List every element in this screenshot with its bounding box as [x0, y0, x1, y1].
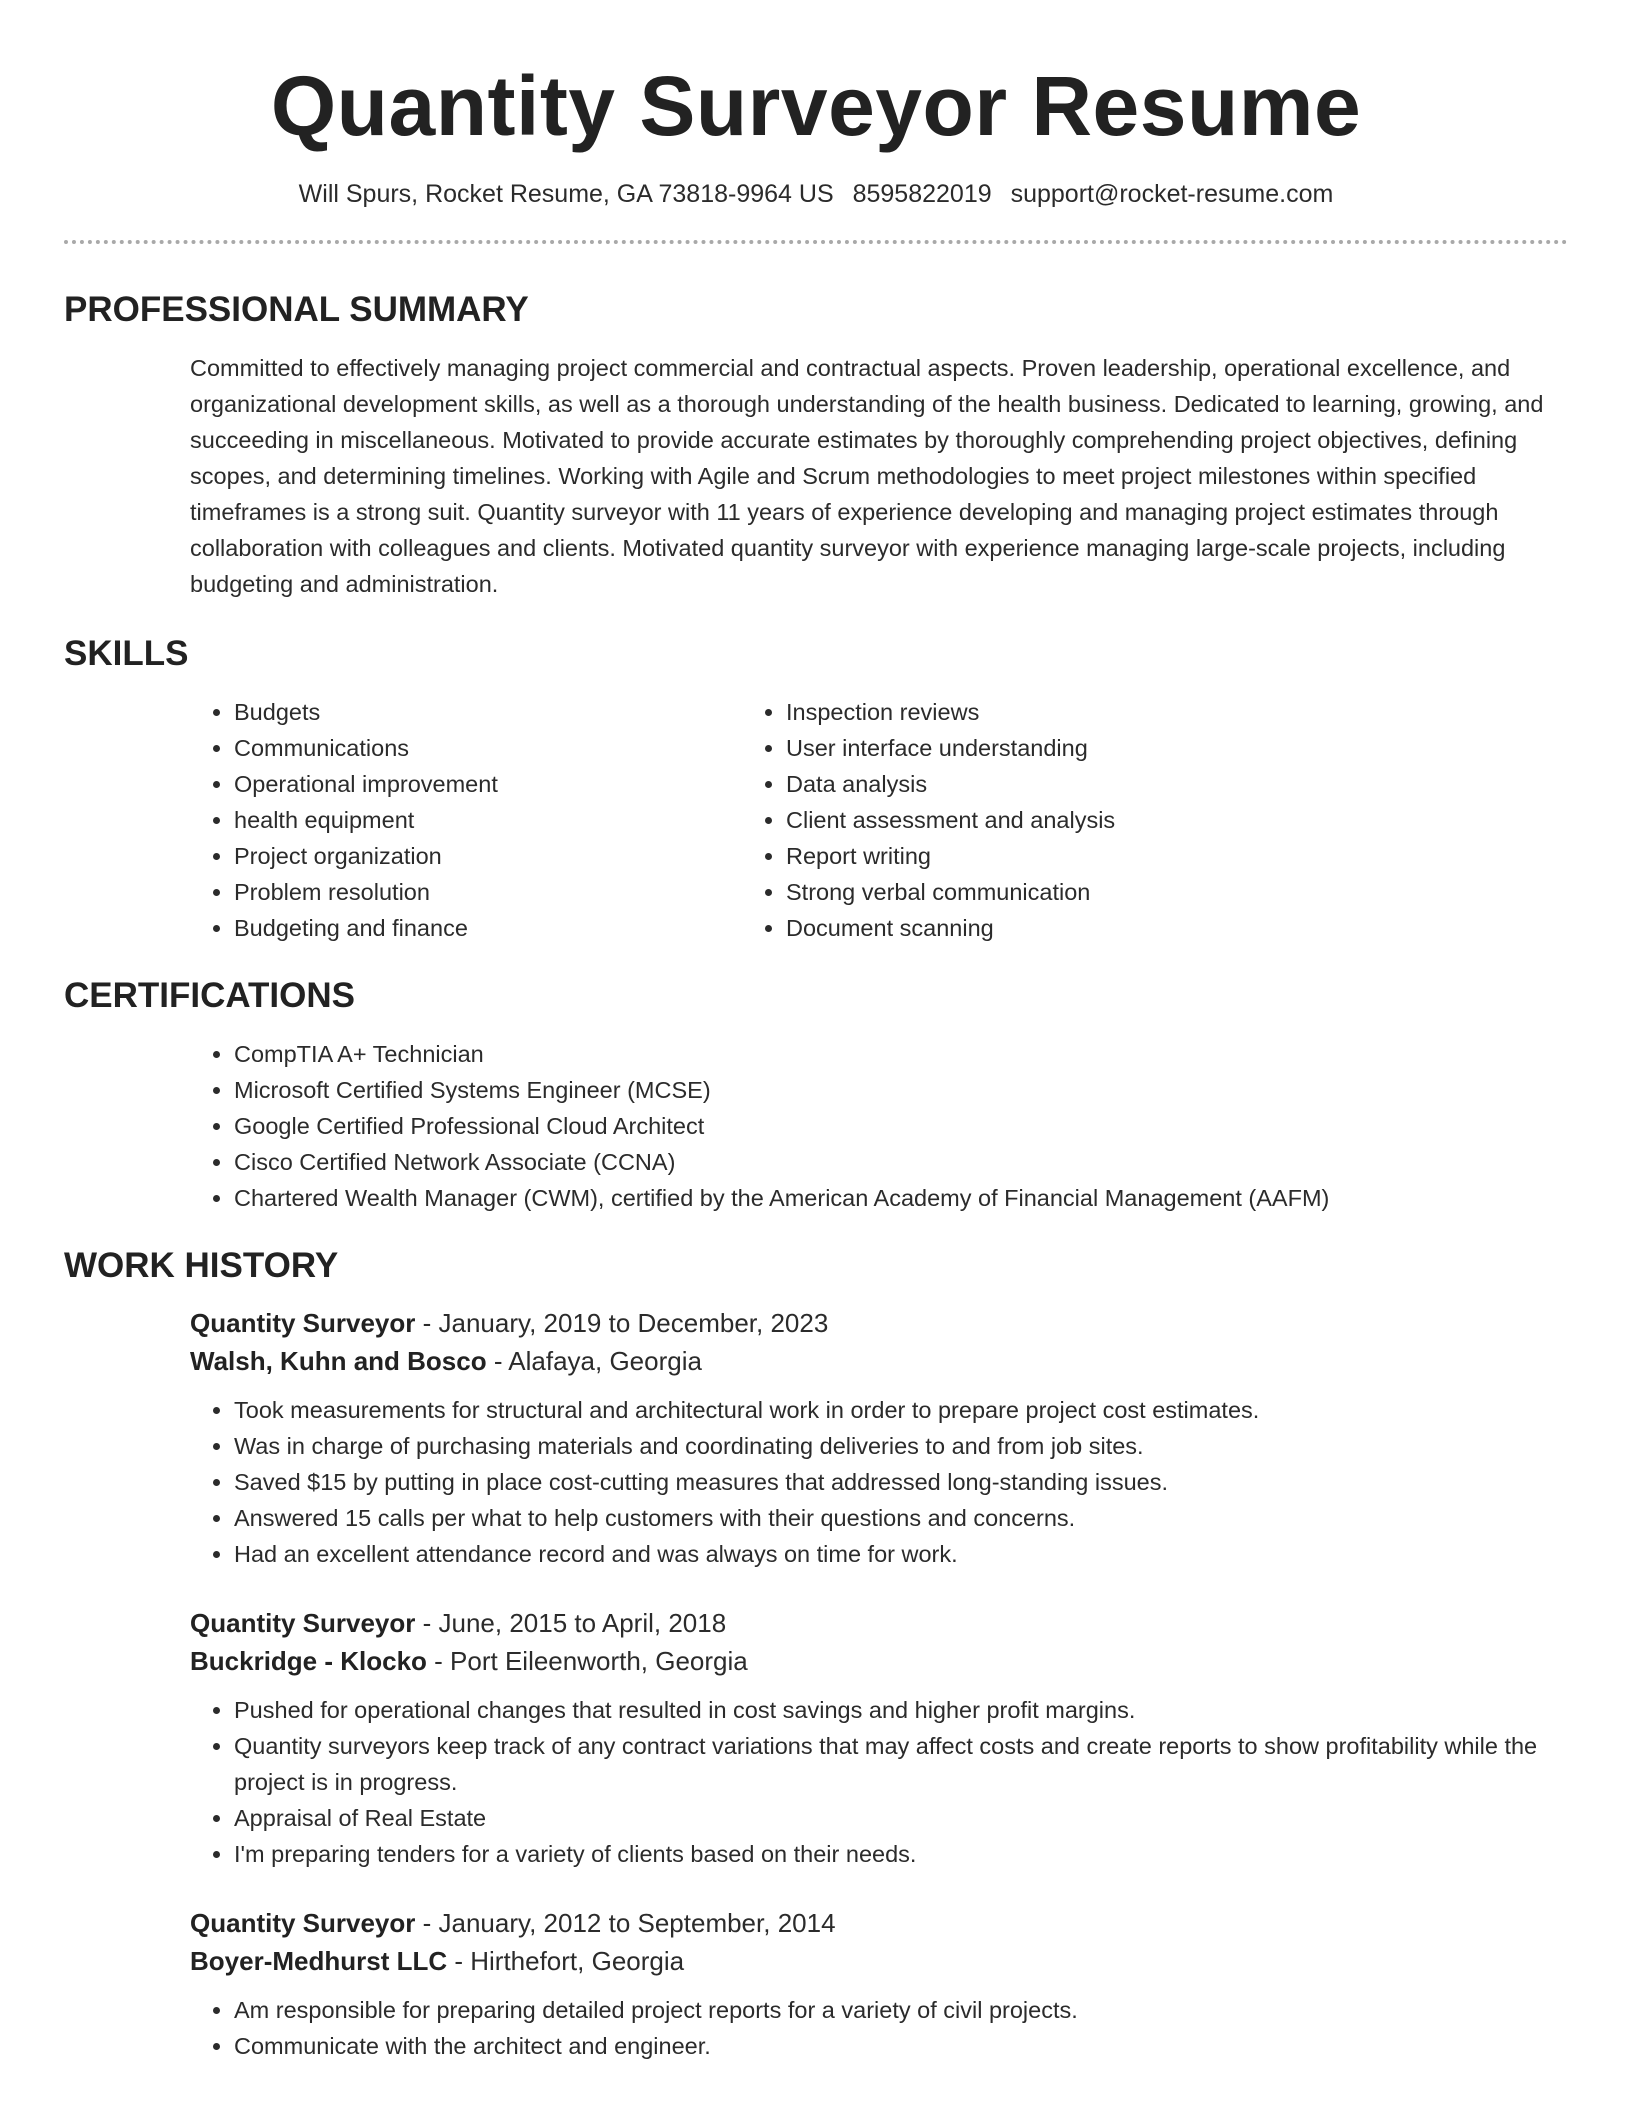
resume-title: Quantity Surveyor Resume [270, 59, 1362, 153]
skill-item: • Project organization [234, 838, 744, 874]
certification-item: • Chartered Wealth Manager (CWM), certified by the American Academy of Financial Management (AAFM) [234, 1180, 1568, 1216]
job-company: Walsh, Kuhn and Bosco [190, 1346, 487, 1376]
job-bullet: • Quantity surveyors keep track of any contract variations that may affect costs and create reports to show profitability while the project is in progress. [234, 1728, 1568, 1800]
job-company-line [190, 1642, 1568, 1680]
section-title-certifications: CERTIFICATIONS [64, 976, 356, 1015]
job-entry [64, 1904, 1568, 2064]
skill-item: • Budgets [234, 694, 744, 730]
skill-item: • Data analysis [786, 766, 1115, 802]
contact-phone: 8595822019 [852, 180, 992, 208]
job-dates: - January, 2019 to December, 2023 [415, 1308, 829, 1338]
job-title-line [190, 1904, 1568, 1942]
skill-item: • health equipment [234, 802, 744, 838]
job-company: Boyer-Medhurst LLC [190, 1946, 448, 1976]
certification-item: • Cisco Certified Network Associate (CCNA) [234, 1144, 1568, 1180]
certification-item: • Google Certified Professional Cloud Architect [234, 1108, 1568, 1144]
job-entry [64, 1304, 1568, 1572]
summary-text: Committed to effectively managing project commercial and contractual aspects. Proven leadership, operational excellence, and organizational development skills, as well as a thorough understanding of the health business. Dedicated to learning, growing, and succeeding in miscellaneous. Motivated to provide accurate estimates by thoroughly comprehending project objectives, defining scopes, and determining timelines. Working with Agile and Scrum methodologies to meet project milestones within specified timeframes is a strong suit. Quantity surveyor with 11 years of experience developing and managing project estimates through collaboration with colleagues and clients. Motivated quantity surveyor with experience managing large-scale projects, including budgeting and administration. [190, 355, 1544, 597]
job-title: Quantity Surveyor [190, 1608, 416, 1638]
job-bullet: • Appraisal of Real Estate [234, 1800, 1568, 1836]
skill-item: • Client assessment and analysis [786, 802, 1115, 838]
job-dates: - June, 2015 to April, 2018 [415, 1608, 727, 1638]
certification-item: • Microsoft Certified Systems Engineer (MCSE) [234, 1072, 1568, 1108]
section-title-skills: SKILLS [64, 634, 189, 673]
job-bullet: • Answered 15 calls per what to help customers with their questions and concerns. [234, 1500, 1568, 1536]
skill-item: • Document scanning [786, 910, 1115, 946]
job-title-line [190, 1304, 1568, 1342]
job-bullets [64, 1692, 1568, 1872]
job-bullet: • Communicate with the architect and engineer. [234, 2028, 1568, 2064]
skill-item: • Communications [234, 730, 744, 766]
job-dates: - January, 2012 to September, 2014 [415, 1908, 836, 1938]
skill-item: • Inspection reviews [786, 694, 1115, 730]
job-bullet: • Was in charge of purchasing materials and coordinating deliveries to and from job sites. [234, 1428, 1568, 1464]
skill-item: • Strong verbal communication [786, 874, 1115, 910]
job-bullet: • Saved $15 by putting in place cost-cutting measures that addressed long-standing issues. [234, 1464, 1568, 1500]
skill-item: • Operational improvement [234, 766, 744, 802]
certification-item: • CompTIA A+ Technician [234, 1036, 1568, 1072]
job-location: - Port Eileenworth, Georgia [426, 1646, 748, 1676]
resume-page [64, 0, 1568, 2064]
job-bullets [64, 1992, 1568, 2064]
contact-email: support@rocket-resume.com [1010, 180, 1334, 208]
job-bullet: • Took measurements for structural and architectural work in order to prepare project cost estimates. [234, 1392, 1568, 1428]
job-bullet: • Had an excellent attendance record and was always on time for work. [234, 1536, 1568, 1572]
job-location: - Hirthefort, Georgia [447, 1946, 685, 1976]
contact-address: Will Spurs, Rocket Resume, GA 73818-9964 US [298, 180, 834, 208]
job-entry [64, 1604, 1568, 1872]
skills-column-left [64, 694, 744, 946]
job-bullet: • Pushed for operational changes that resulted in cost savings and higher profit margins. [234, 1692, 1568, 1728]
header-divider [64, 240, 1568, 244]
skill-item: • User interface understanding [786, 730, 1115, 766]
job-title-line [190, 1604, 1568, 1642]
skills-grid [64, 694, 1568, 946]
skill-item: • Budgeting and finance [234, 910, 744, 946]
job-bullet: • I'm preparing tenders for a variety of clients based on their needs. [234, 1836, 1568, 1872]
section-title-work-history: WORK HISTORY [64, 1246, 339, 1285]
job-company-line [190, 1342, 1568, 1380]
skill-item: • Problem resolution [234, 874, 744, 910]
contact-line [64, 178, 1568, 210]
job-title: Quantity Surveyor [190, 1908, 416, 1938]
job-company: Buckridge - Klocko [190, 1646, 427, 1676]
job-title: Quantity Surveyor [190, 1308, 416, 1338]
section-title-summary: PROFESSIONAL SUMMARY [64, 290, 529, 329]
job-bullet: • Am responsible for preparing detailed project reports for a variety of civil projects. [234, 1992, 1568, 2028]
job-location: - Alafaya, Georgia [486, 1346, 702, 1376]
certifications-list [64, 1036, 1568, 1216]
job-company-line [190, 1942, 1568, 1980]
skill-item: • Report writing [786, 838, 1115, 874]
skills-column-right [744, 694, 1115, 946]
job-bullets [64, 1392, 1568, 1572]
